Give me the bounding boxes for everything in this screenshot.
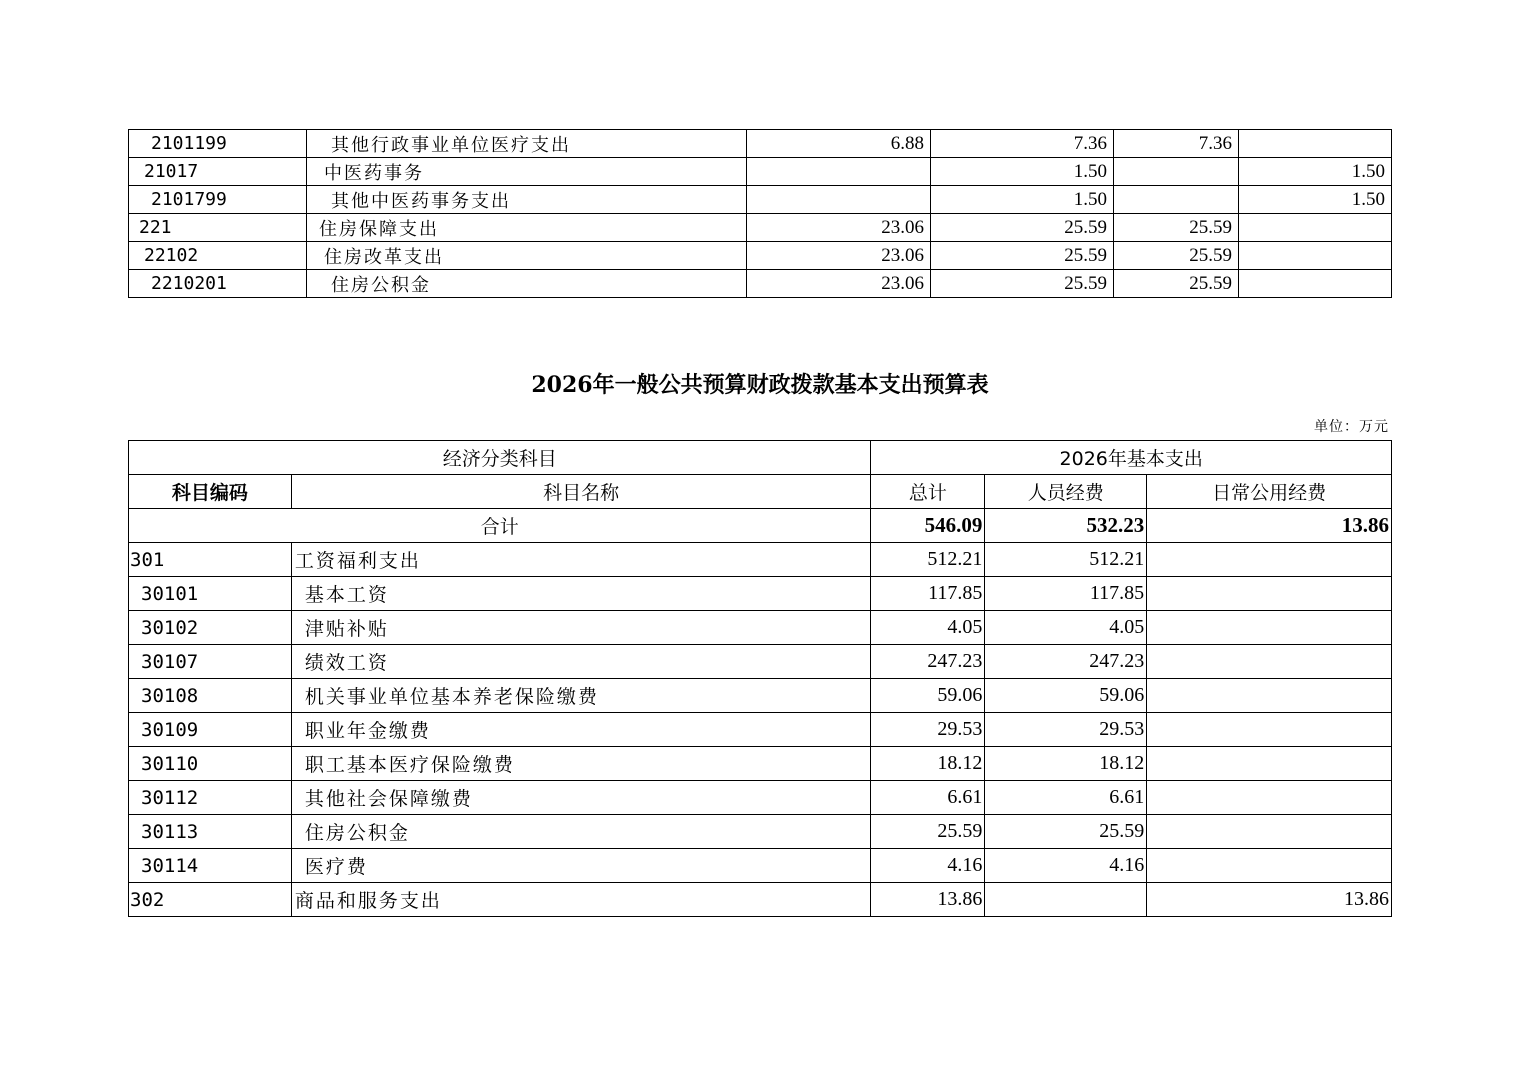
total-public: 13.86 — [1147, 509, 1392, 543]
table-row — [129, 242, 1392, 270]
row-total: 512.21 — [871, 543, 985, 577]
table-row — [129, 158, 1392, 186]
row-value: 25.59 — [1114, 270, 1239, 298]
row-personnel — [985, 883, 1147, 917]
row-name: 住房保障支出 — [307, 214, 747, 242]
row-name: 其他社会保障缴费 — [291, 781, 871, 815]
total-label: 合计 — [129, 509, 871, 543]
table-row — [129, 214, 1392, 242]
row-public — [1147, 747, 1392, 781]
table-row — [129, 611, 1392, 645]
header-total: 总计 — [871, 475, 985, 509]
table-row — [129, 713, 1392, 747]
row-value — [1239, 242, 1392, 270]
row-value — [1239, 214, 1392, 242]
row-value — [747, 158, 931, 186]
row-public — [1147, 781, 1392, 815]
row-value: 25.59 — [1114, 242, 1239, 270]
row-code: 22102 — [129, 242, 307, 270]
row-personnel: 117.85 — [985, 577, 1147, 611]
row-public: 13.86 — [1147, 883, 1392, 917]
row-value: 25.59 — [931, 242, 1114, 270]
budget-table-continued — [128, 129, 1392, 298]
row-code: 30113 — [129, 815, 292, 849]
total-value: 546.09 — [871, 509, 985, 543]
row-total: 6.61 — [871, 781, 985, 815]
header-group-row — [129, 441, 1392, 475]
row-value: 6.88 — [747, 130, 931, 158]
table-row — [129, 849, 1392, 883]
row-value: 23.06 — [747, 214, 931, 242]
row-value — [1114, 158, 1239, 186]
row-name: 住房公积金 — [291, 815, 871, 849]
row-name: 医疗费 — [291, 849, 871, 883]
row-public — [1147, 815, 1392, 849]
row-code: 30112 — [129, 781, 292, 815]
row-personnel: 4.05 — [985, 611, 1147, 645]
row-code: 221 — [129, 214, 307, 242]
page-title: 2026年一般公共预算财政拨款基本支出预算表 — [531, 372, 989, 398]
row-total: 117.85 — [871, 577, 985, 611]
row-value: 1.50 — [1239, 158, 1392, 186]
table-row — [129, 679, 1392, 713]
row-code: 30107 — [129, 645, 292, 679]
header-name: 科目名称 — [291, 475, 871, 509]
row-name: 职业年金缴费 — [291, 713, 871, 747]
total-row — [129, 509, 1392, 543]
row-name: 津贴补贴 — [291, 611, 871, 645]
row-value: 23.06 — [747, 270, 931, 298]
header-column-row — [129, 475, 1392, 509]
row-public — [1147, 713, 1392, 747]
row-code: 2210201 — [129, 270, 307, 298]
table-row — [129, 186, 1392, 214]
row-total: 4.16 — [871, 849, 985, 883]
row-public — [1147, 543, 1392, 577]
row-code: 30102 — [129, 611, 292, 645]
basic-expenditure-table — [128, 440, 1392, 917]
row-public — [1147, 679, 1392, 713]
row-code: 21017 — [129, 158, 307, 186]
row-total: 18.12 — [871, 747, 985, 781]
row-personnel: 4.16 — [985, 849, 1147, 883]
row-name: 其他行政事业单位医疗支出 — [307, 130, 747, 158]
row-code: 30108 — [129, 679, 292, 713]
row-code: 2101799 — [129, 186, 307, 214]
row-personnel: 6.61 — [985, 781, 1147, 815]
row-value: 25.59 — [931, 214, 1114, 242]
row-value: 23.06 — [747, 242, 931, 270]
header-economic-category: 经济分类科目 — [129, 441, 871, 475]
unit-label: 单位：万元 — [1314, 419, 1389, 435]
row-code: 30109 — [129, 713, 292, 747]
row-name: 工资福利支出 — [291, 543, 871, 577]
row-name: 绩效工资 — [291, 645, 871, 679]
row-personnel: 512.21 — [985, 543, 1147, 577]
row-value: 1.50 — [1239, 186, 1392, 214]
row-total: 247.23 — [871, 645, 985, 679]
header-personnel: 人员经费 — [985, 475, 1147, 509]
row-value — [1114, 186, 1239, 214]
table-row — [129, 781, 1392, 815]
row-value: 1.50 — [931, 158, 1114, 186]
row-code: 302 — [129, 883, 292, 917]
table-row — [129, 645, 1392, 679]
row-value: 1.50 — [931, 186, 1114, 214]
row-code: 30110 — [129, 747, 292, 781]
row-total: 59.06 — [871, 679, 985, 713]
row-value: 25.59 — [931, 270, 1114, 298]
row-code: 30114 — [129, 849, 292, 883]
row-personnel: 18.12 — [985, 747, 1147, 781]
header-basic-expenditure: 2026年基本支出 — [871, 441, 1392, 475]
row-value: 25.59 — [1114, 214, 1239, 242]
table-row — [129, 543, 1392, 577]
row-public — [1147, 577, 1392, 611]
row-code: 301 — [129, 543, 292, 577]
row-personnel: 247.23 — [985, 645, 1147, 679]
table-row — [129, 130, 1392, 158]
row-name: 商品和服务支出 — [291, 883, 871, 917]
table-row — [129, 270, 1392, 298]
table-row — [129, 815, 1392, 849]
row-public — [1147, 645, 1392, 679]
row-total: 4.05 — [871, 611, 985, 645]
row-total: 29.53 — [871, 713, 985, 747]
row-personnel: 29.53 — [985, 713, 1147, 747]
row-name: 机关事业单位基本养老保险缴费 — [291, 679, 871, 713]
row-value — [1239, 270, 1392, 298]
row-name: 住房公积金 — [307, 270, 747, 298]
row-code: 2101199 — [129, 130, 307, 158]
row-value — [1239, 130, 1392, 158]
row-value: 7.36 — [931, 130, 1114, 158]
row-name: 中医药事务 — [307, 158, 747, 186]
header-public: 日常公用经费 — [1147, 475, 1392, 509]
table-row — [129, 577, 1392, 611]
row-code: 30101 — [129, 577, 292, 611]
row-value: 7.36 — [1114, 130, 1239, 158]
row-name: 其他中医药事务支出 — [307, 186, 747, 214]
row-name: 职工基本医疗保险缴费 — [291, 747, 871, 781]
table-row — [129, 883, 1392, 917]
total-personnel: 532.23 — [985, 509, 1147, 543]
row-name: 基本工资 — [291, 577, 871, 611]
row-name: 住房改革支出 — [307, 242, 747, 270]
row-public — [1147, 611, 1392, 645]
row-total: 25.59 — [871, 815, 985, 849]
row-public — [1147, 849, 1392, 883]
row-personnel: 25.59 — [985, 815, 1147, 849]
row-total: 13.86 — [871, 883, 985, 917]
row-personnel: 59.06 — [985, 679, 1147, 713]
header-code: 科目编码 — [129, 475, 292, 509]
row-value — [747, 186, 931, 214]
table-row — [129, 747, 1392, 781]
